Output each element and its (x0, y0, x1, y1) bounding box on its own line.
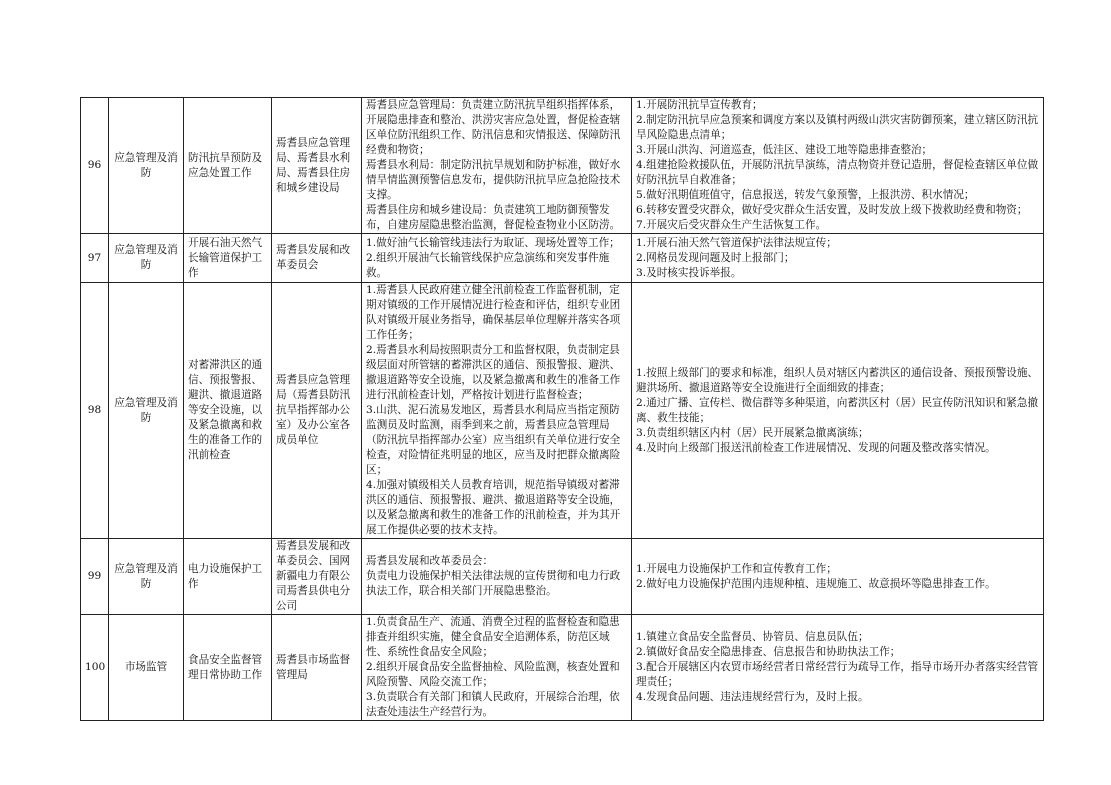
table-row (81, 283, 1044, 539)
row-item: 电力设施保护工作 (184, 539, 272, 615)
row-number: 98 (81, 283, 109, 539)
row-department: 焉耆县发展和改革委员会 (272, 234, 362, 283)
row-number: 100 (81, 615, 109, 721)
row-item: 对蓄滞洪区的通信、预报警报、避洪、撤退道路等安全设施，以及紧急撤离和救生的准备工作的汛前检查 (184, 283, 272, 539)
row-county-duty: 1.负责食品生产、流通、消费全过程的监督检查和隐患排查并组织实施，健全食品安全追溯体系，防范区域性、系统性食品安全风险； 2.组织开展食品安全监督抽检、风险监测，核查处置和风险预警、风险交流工作； 3.负责联合有关部门和镇人民政府，开展综合治理，依法查处违法生产经营行为。 (362, 615, 632, 721)
row-town-duty: 1.开展石油天然气管道保护法律法规宣传； 2.网格员发现问题及时上报部门； 3.及时核实投诉举报。 (632, 234, 1044, 283)
row-number: 97 (81, 234, 109, 283)
responsibility-table (80, 97, 1044, 721)
table-row (81, 539, 1044, 615)
row-department: 焉耆县发展和改革委员会、国网新疆电力有限公司焉耆县供电分公司 (272, 539, 362, 615)
row-town-duty: 1.镇建立食品安全监督员、协管员、信息员队伍； 2.镇做好食品安全隐患排查、信息报告和协助执法工作； 3.配合开展辖区内农贸市场经营者日常经营行为疏导工作，指导市场开办者落实经营管理责任； 4.发现食品问题、违法违规经营行为，及时上报。 (632, 615, 1044, 721)
row-town-duty: 1.开展电力设施保护工作和宣传教育工作； 2.做好电力设施保护范围内违规种植、违规施工、故意损坏等隐患排查工作。 (632, 539, 1044, 615)
row-town-duty: 1.开展防汛抗旱宣传教育； 2.制定防汛抗旱应急预案和调度方案以及镇村两级山洪灾害防御预案，建立辖区防汛抗旱风险隐患点清单； 3.开展山洪沟、河道巡查，低洼区、建设工地等隐患排查整治； 4.组建抢险救援队伍，开展防汛抗旱演练，清点物资并登记造册，督促检查辖区单位做好防汛抗旱自救准备； 5.做好汛期值班值守，信息报送，转发气象预警，上报洪涝、积水情况； 6.转移安置受灾群众，做好受灾群众生活安置，及时发放上级下拨救助经费和物资； 7.开展灾后受灾群众生产生活恢复工作。 (632, 98, 1044, 234)
row-number: 96 (81, 98, 109, 234)
row-number: 99 (81, 539, 109, 615)
row-county-duty: 1.焉耆县人民政府建立健全汛前检查工作监督机制，定期对镇级的工作开展情况进行检查和评估，组织专业团队对镇级开展业务指导，确保基层单位理解并落实各项工作任务； 2.焉耆县水利局按照职责分工和监督权限，负责制定县级层面对所管辖的蓄滞洪区的通信、预报警报、避洪、撤退道路等安全设施，以及紧急撤离和救生的准备工作进行汛前检查计划，严格按计划进行监督检查； 3.山洪、泥石流易发地区，焉耆县水利局应当指定预防监测员及时监测，雨季到来之前，焉耆县应急管理局（防汛抗旱指挥部办公室）应当组织有关单位进行安全检查，对险情征兆明显的地区，应当及时把群众撤离险区； 4.加强对镇级相关人员教育培训，规范指导镇级对蓄滞洪区的通信、预报警报、避洪、撤退道路等安全设施，以及紧急撤离和救生的准备工作的汛前检查，并为其开展工作提供必要的技术支持。 (362, 283, 632, 539)
table-row (81, 615, 1044, 721)
row-category: 市场监管 (109, 615, 184, 721)
table-row (81, 98, 1044, 234)
row-county-duty: 焉耆县应急管理局：负责建立防汛抗旱组织指挥体系，开展隐患排查和整治、洪涝灾害应急处置，督促检查辖区单位防汛组织工作、防汛信息和灾情报送、保障防汛经费和物资； 焉耆县水利局：制定防汛抗旱规划和防护标准，做好水情旱情监测预警信息发布，提供防汛抗旱应急抢险技术支撑。 焉耆县住房和城乡建设局：负责建筑工地防御预警发布，自建房屋隐患整治监测，督促检查物业小区防涝。 (362, 98, 632, 234)
row-county-duty: 1.做好油气长输管线违法行为取证、现场处置等工作； 2.组织开展油气长输管线保护应急演练和突发事件施救。 (362, 234, 632, 283)
row-item: 开展石油天然气长输管道保护工作 (184, 234, 272, 283)
row-department: 焉耆县应急管理局（焉耆县防汛抗旱指挥部办公室）及办公室各成员单位 (272, 283, 362, 539)
row-category: 应急管理及消防 (109, 283, 184, 539)
table-row (81, 234, 1044, 283)
row-category: 应急管理及消防 (109, 234, 184, 283)
row-department: 焉耆县市场监督管理局 (272, 615, 362, 721)
row-town-duty: 1.按照上级部门的要求和标准，组织人员对辖区内蓄洪区的通信设备、预报预警设施、避洪场所、撤退道路等安全设施进行全面细致的排查； 2.通过广播、宣传栏、微信群等多种渠道，向蓄洪区村（居）民宣传防汛知识和紧急撤离、救生技能； 3.负责组织辖区内村（居）民开展紧急撤离演练； 4.及时向上级部门报送汛前检查工作进展情况、发现的问题及整改落实情况。 (632, 283, 1044, 539)
row-department: 焉耆县应急管理局、焉耆县水利局、焉耆县住房和城乡建设局 (272, 98, 362, 234)
row-item: 防汛抗旱预防及应急处置工作 (184, 98, 272, 234)
row-item: 食品安全监督管理日常协助工作 (184, 615, 272, 721)
row-category: 应急管理及消防 (109, 98, 184, 234)
row-county-duty: 焉耆县发展和改革委员会： 负责电力设施保护相关法律法规的宣传贯彻和电力行政执法工作，联合相关部门开展隐患整治。 (362, 539, 632, 615)
row-category: 应急管理及消防 (109, 539, 184, 615)
